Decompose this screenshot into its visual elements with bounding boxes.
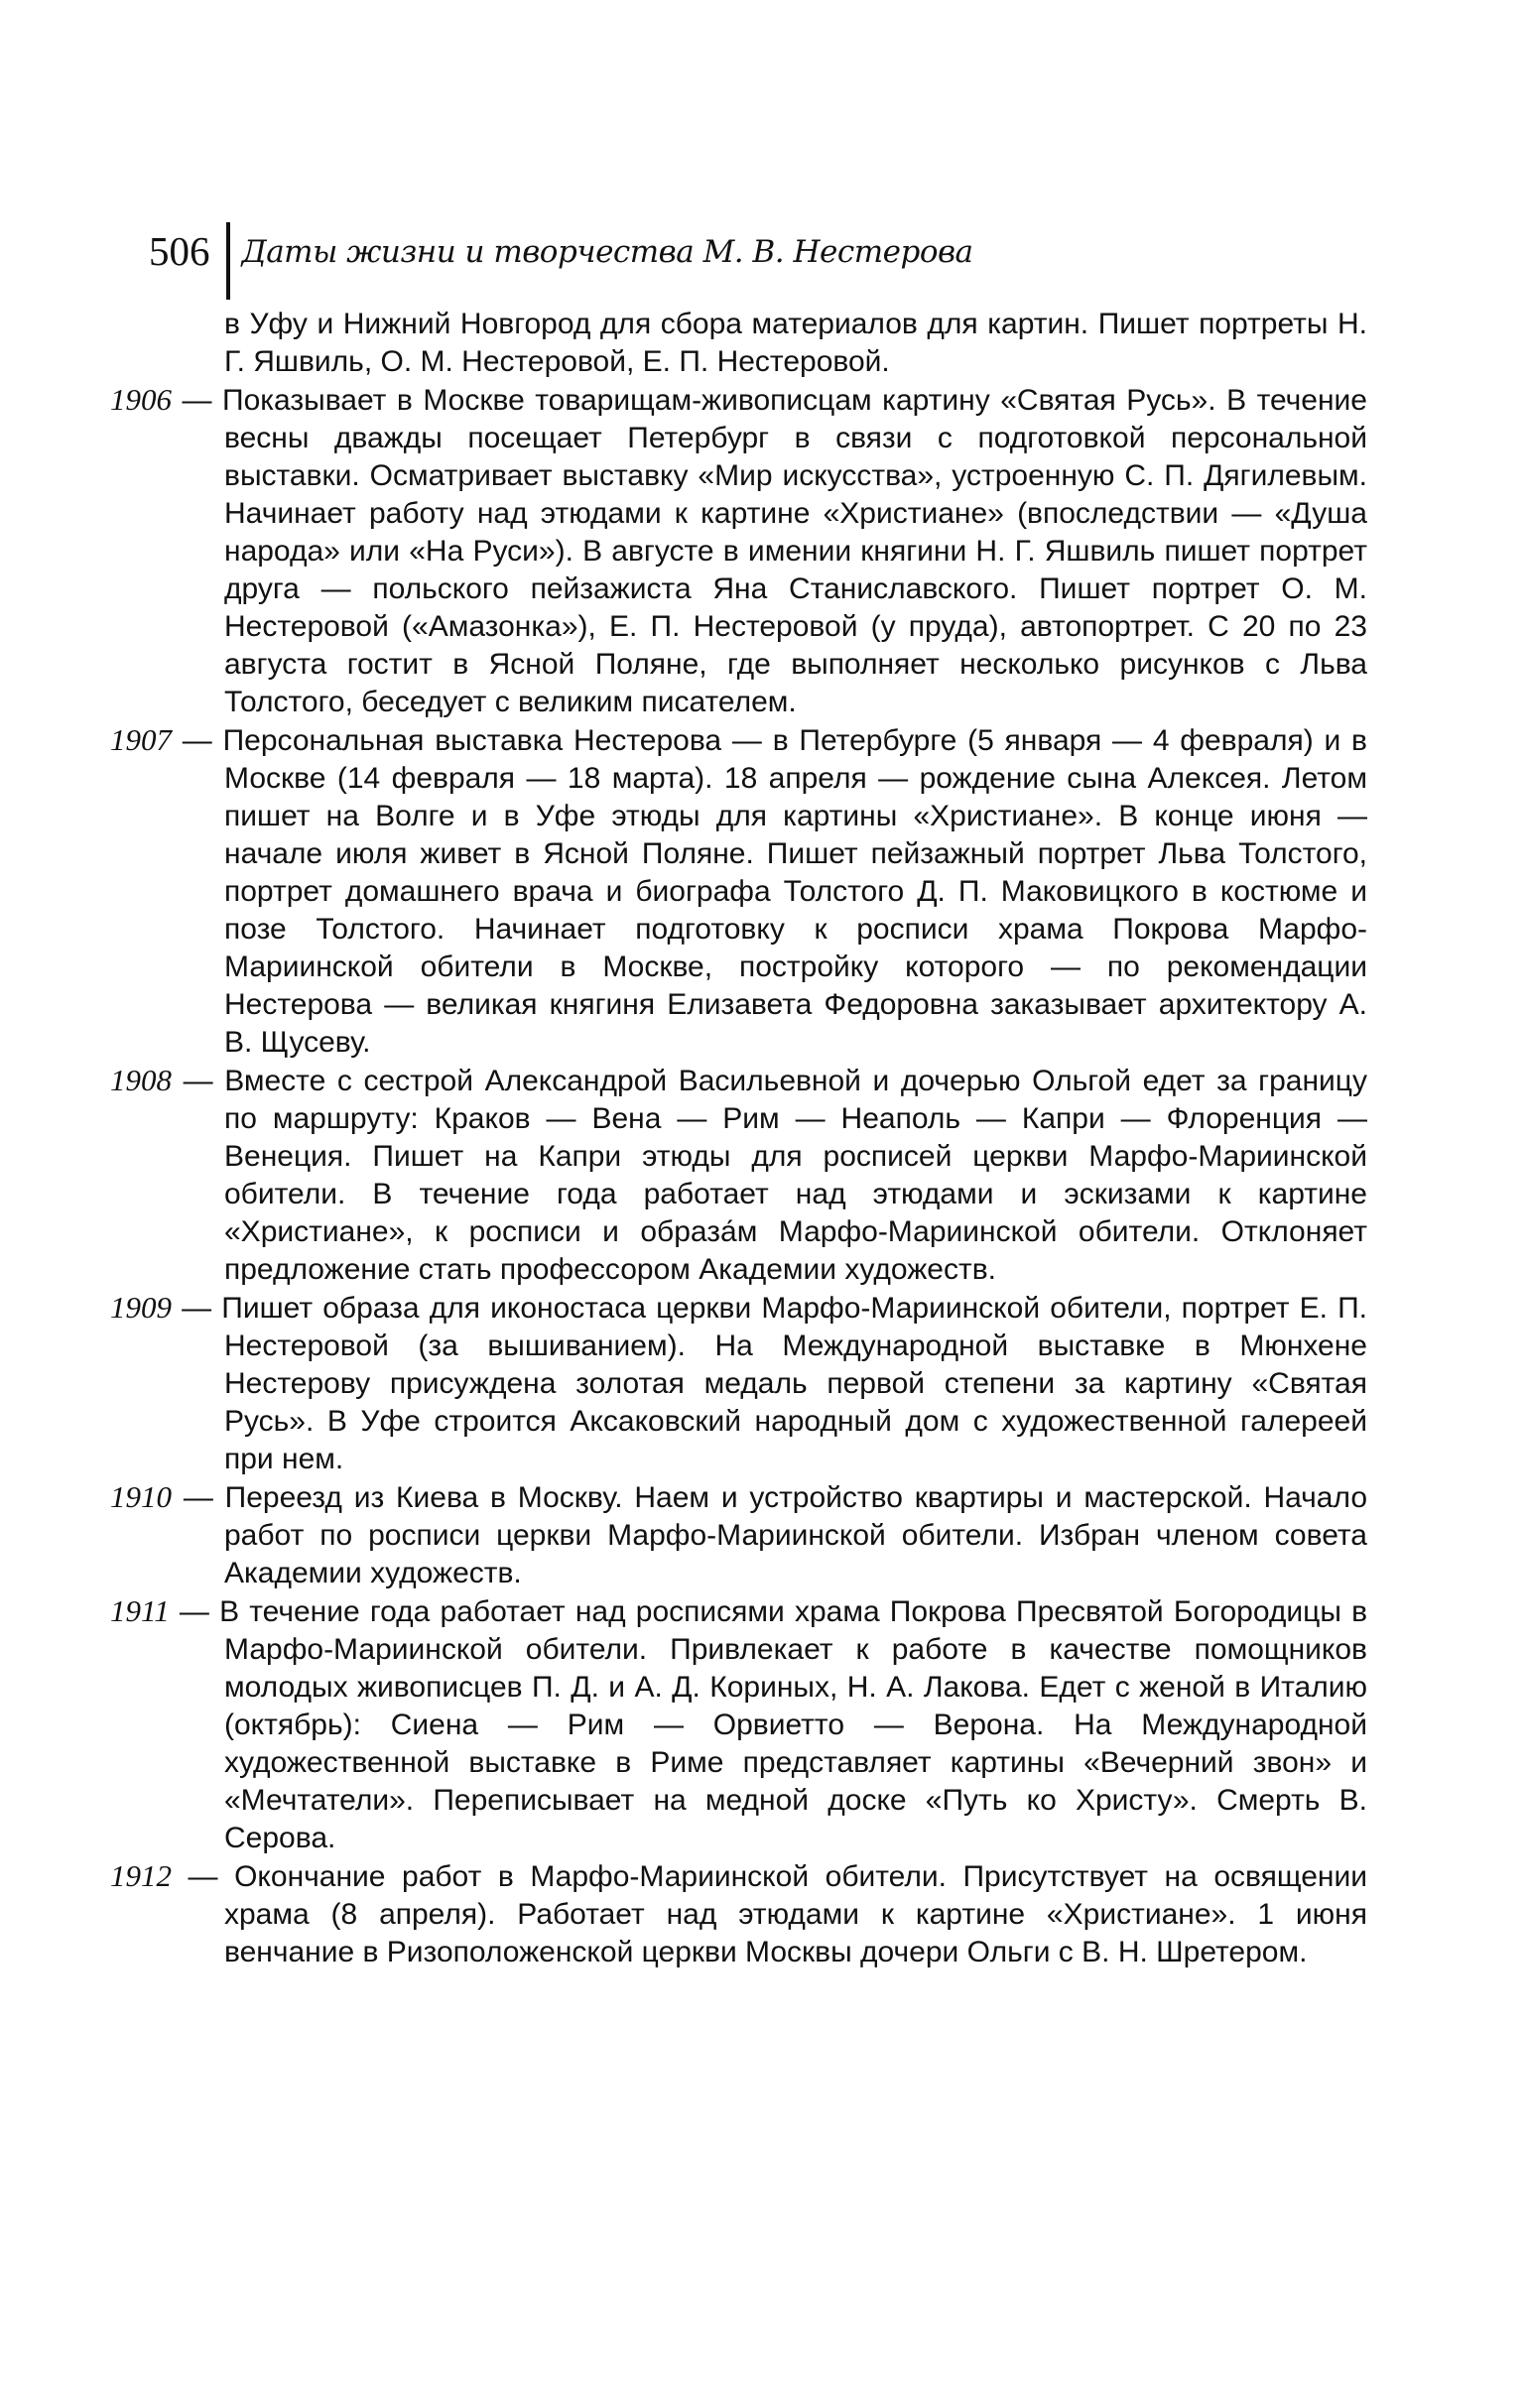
entry-1912: 1912 — Окончание работ в Марфо-Мариинской обители. Присутствует на освящении храма (8 апреля). Работает над этюдами к картине «Христиане». 1 июня венчание в Ризоположенской церкви Москвы дочери Ольги с В. Н. Шретером.: [110, 1858, 1367, 1968]
entry-1910: 1910 — Переезд из Киева в Москву. Наем и устройство квартиры и мастерской. Начало работ по росписи церкви Марфо-Мариинской обители. Избран членом совета Академии художеств.: [110, 1479, 1368, 1589]
entry-text: В течение года работает над росписями храма Покрова Пресвятой Богородицы в Марфо-Мариинской обители. Привлекает к работе в качестве помощников молодых живописцев П. Д. и А. Д. Кориных, Н. А. Лакова. Едет с женой в Италию (октябрь): Сиена — Рим — Орвиетто — Верона. На Международной художественной выставке в Риме представляет картины «Вечерний звон» и «Мечтатели». Переписывает на медной доске «Путь ко Христу». Смерть В. Серова.: [219, 1595, 1368, 1854]
entry-text: Вместе с сестрой Александрой Васильевной и дочерью Ольгой едет за границу по маршруту: Краков — Вена — Рим — Неаполь — Капри — Флоренция — Венеция. Пишет на Капри этюды для росписей церкви Марфо-Мариинской обители. В течение года работает над этюдами и эскизами к картине «Христиане», к росписи и образа́м Марфо-Мариинской обители. Отклоняет предложение стать профессором Академии художеств.: [224, 1065, 1367, 1286]
entry-year: 1907: [110, 722, 172, 757]
entry-text: Переезд из Киева в Москву. Наем и устройство квартиры и мастерской. Начало работ по росписи церкви Марфо-Мариинской обители. Избран членом совета Академии художеств.: [224, 1481, 1368, 1589]
entry-year: 1908: [110, 1063, 172, 1097]
running-head: [149, 222, 973, 300]
entry-text: Окончание работ в Марфо-Мариинской обители. Присутствует на освящении храма (8 апреля). Работает над этюдами к картине «Христиане». 1 июня венчание в Ризоположенской церкви Москвы дочери Ольги с В. Н. Шретером.: [224, 1860, 1367, 1968]
entry-year: 1909: [110, 1290, 172, 1325]
entry-text: Показывает в Москве товарищам-живописцам картину «Святая Русь». В течение весны дважды посещает Петербург в связи с подготовкой персональной выставки. Осматривает выставку «Мир искусства», устроенную С. П. Дягилевым. Начинает работу над этюдами к картине «Христиане» (впоследствии — «Душа народа» или «На Руси»). В августе в имении княгини Н. Г. Яшвиль пишет портрет друга — польского пейзажиста Яна Станиславского. Пишет портрет О. М. Нестеровой («Амазонка»), Е. П. Нестеровой (у пруда), автопортрет. С 20 по 23 августа гостит в Ясной Поляне, где выполняет несколько рисунков с Льва Толстого, беседует с великим писателем.: [222, 384, 1367, 718]
entry-year: 1910: [110, 1479, 172, 1514]
entry-text: Персональная выставка Нестерова — в Петербурге (5 января — 4 февраля) и в Москве (14 февраля — 18 марта). 18 апреля — рождение сына Алексея. Летом пишет на Волге и в Уфе этюды для картины «Христиане». В конце июня — начале июля живет в Ясной Поляне. Пишет пейзажный портрет Льва Толстого, портрет домашнего врача и биографа Толстого Д. П. Маковицкого в костюме и позе Толстого. Начинает подготовку к росписи храма Покрова Марфо-Мариинской обители в Москве, постройку которого — по рекомендации Нестерова — великая княгиня Елизавета Федоровна заказывает архитектору А. В. Щусеву.: [222, 724, 1367, 1059]
chronology-text: [110, 306, 1368, 1971]
entry-1911: 1911 — В течение года работает над росписями храма Покрова Пресвятой Богородицы в Марфо-Мариинской обители. Привлекает к работе в качестве помощников молодых живописцев П. Д. и А. Д. Кориных, Н. А. Лакова. Едет с женой в Италию (октябрь): Сиена — Рим — Орвиетто — Верона. На Международной художественной выставке в Риме представляет картины «Вечерний звон» и «Мечтатели». Переписывает на медной доске «Путь ко Христу». Смерть В. Серова.: [110, 1593, 1368, 1854]
entry-1908: 1908 — Вместе с сестрой Александрой Васильевной и дочерью Ольгой едет за границу по маршруту: Краков — Вена — Рим — Неаполь — Капри — Флоренция — Венеция. Пишет на Капри этюды для росписей церкви Марфо-Мариинской обители. В течение года работает над этюдами и эскизами к картине «Христиане», к росписи и образа́м Марфо-Мариинской обители. Отклоняет предложение стать профессором Академии художеств.: [110, 1063, 1367, 1286]
entry-text: Пишет образа для иконостаса церкви Марфо-Мариинской обители, портрет Е. П. Нестеровой (за вышиванием). На Международной выставке в Мюнхене Нестерову присуждена золотая медаль первой степени за картину «Святая Русь». В Уфе строится Аксаковский народный дом с художественной галереей при нем.: [221, 1292, 1367, 1475]
entry-1906: 1906 — Показывает в Москве товарищам-живописцам картину «Святая Русь». В течение весны дважды посещает Петербург в связи с подготовкой персональной выставки. Осматривает выставку «Мир искусства», устроенную С. П. Дягилевым. Начинает работу над этюдами к картине «Христиане» (впоследствии — «Душа народа» или «На Руси»). В августе в имении княгини Н. Г. Яшвиль пишет портрет друга — польского пейзажиста Яна Станиславского. Пишет портрет О. М. Нестеровой («Амазонка»), Е. П. Нестеровой (у пруда), автопортрет. С 20 по 23 августа гостит в Ясной Поляне, где выполняет несколько рисунков с Льва Толстого, беседует с великим писателем.: [110, 382, 1367, 718]
entry-year: 1906: [110, 382, 172, 417]
entry-year: 1911: [110, 1593, 170, 1628]
intro-paragraph: в Уфу и Нижний Новгород для сбора материалов для картин. Пишет портреты Н. Г. Яшвиль, О. М. Нестеровой, Е. П. Нестеровой.: [224, 308, 1367, 378]
entry-1907: 1907 — Персональная выставка Нестерова — в Петербурге (5 января — 4 февраля) и в Москве (14 февраля — 18 марта). 18 апреля — рождение сына Алексея. Летом пишет на Волге и в Уфе этюды для картины «Христиане». В конце июня — начале июля живет в Ясной Поляне. Пишет пейзажный портрет Льва Толстого, портрет домашнего врача и биографа Толстого Д. П. Маковицкого в костюме и позе Толстого. Начинает подготовку к росписи храма Покрова Марфо-Мариинской обители в Москве, постройку которого — по рекомендации Нестерова — великая княгиня Елизавета Федоровна заказывает архитектору А. В. Щусеву.: [110, 722, 1367, 1059]
page-number: 506: [149, 228, 210, 274]
entry-year: 1912: [110, 1858, 172, 1893]
header-divider: [226, 222, 230, 300]
running-title: Даты жизни и творчества М. В. Нестерова: [241, 234, 973, 270]
entry-1909: 1909 — Пишет образа для иконостаса церкви Марфо-Мариинской обители, портрет Е. П. Нестеровой (за вышиванием). На Международной выставке в Мюнхене Нестерову присуждена золотая медаль первой степени за картину «Святая Русь». В Уфе строится Аксаковский народный дом с художественной галереей при нем.: [110, 1290, 1367, 1475]
